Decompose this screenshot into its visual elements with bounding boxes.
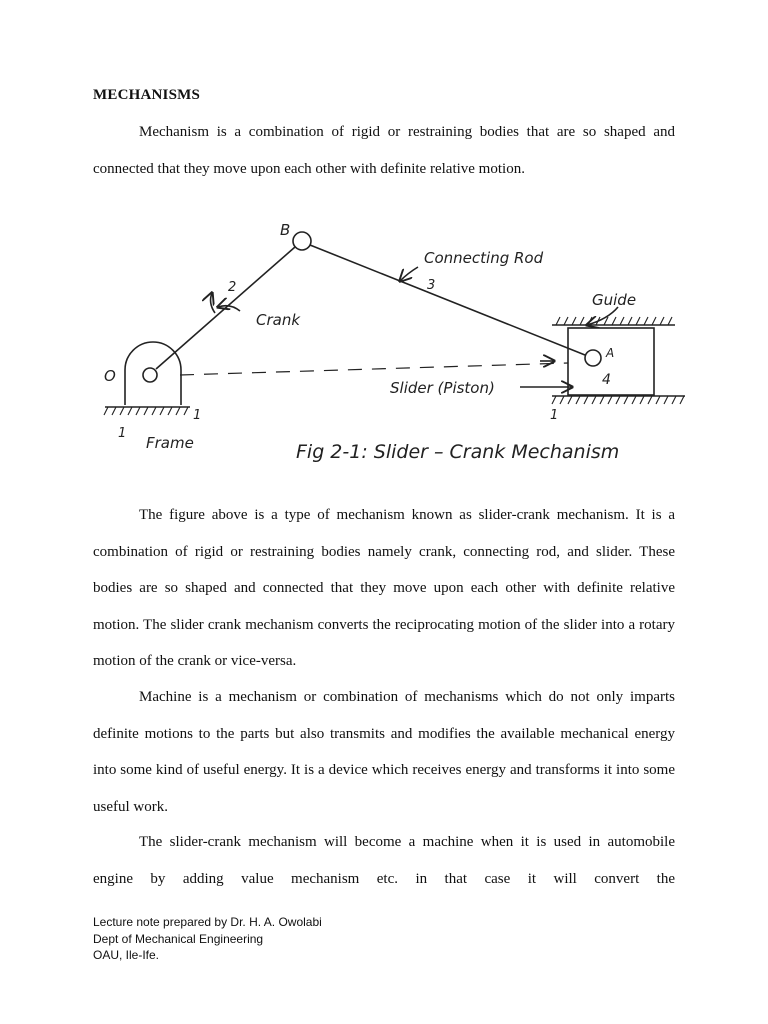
paragraph-machine-definition: Machine is a mechanism or combination of mechanisms which do not only imparts definite motions to the parts but also transmits and modifies the available mechanical energy into some kind of useful energy. It is a device which receives energy and transforms it into some useful work. [93,689,675,815]
label-frame: Frame [146,434,194,452]
label-frame-number-right: 1 [550,408,559,423]
footer-institution: OAU, Ile-Ife. [93,948,160,962]
label-connecting-rod: Connecting Rod [424,249,544,267]
label-b: B [280,221,291,239]
slider-crank-diagram [90,215,700,475]
rod-label-arrow [400,267,418,281]
label-a: A [606,346,615,360]
footer-author: Lecture note prepared by Dr. H. A. Owolabi [93,915,322,929]
paragraph-figure-description: The figure above is a type of mechanism known as slider-crank mechanism. It is a combination of rigid or restraining bodies namely crank, connecting rod, and slider. These bodies are so shaped and connected that they move upon each other with definite relative motion. The slider crank mechanism converts the reciprocating motion of the slider into a rotary motion of the crank or vice-versa. [93,507,675,669]
crank-link [156,247,295,369]
label-o: O [104,367,116,385]
label-frame-number-left: 1 [193,408,202,423]
rotation-arrow [211,293,215,313]
crank-label-arrow [218,306,240,311]
label-slider: Slider (Piston) [390,379,495,397]
line-of-stroke [180,363,568,375]
pivot-o-joint [143,368,157,382]
page-heading: MECHANISMS [93,87,201,103]
slider-block [568,328,654,395]
crank-housing [125,342,181,405]
label-crank-number: 2 [228,280,237,295]
footer-department: Dept of Mechanical Engineering [93,931,264,946]
paragraph-machine-example: The slider-crank mechanism will become a machine when it is used in automobile engine by adding value mechanism etc. in that case it will convert the [93,834,675,887]
label-slider-number: 4 [602,372,611,388]
slider-crank-figure [90,215,700,475]
joint-a [585,350,601,366]
label-frame-number-bottom: 1 [118,426,127,441]
figure-caption: Fig 2-1: Slider – Crank Mechanism [296,441,620,463]
paragraph-definition: Mechanism is a combination of rigid or restraining bodies that are so shaped and connected that they move upon each other with definite relative motion. [93,124,675,177]
label-guide: Guide [592,291,637,309]
joint-b [293,232,311,250]
label-crank: Crank [256,311,301,329]
label-rod-number: 3 [427,278,436,293]
page-footer [93,914,322,964]
